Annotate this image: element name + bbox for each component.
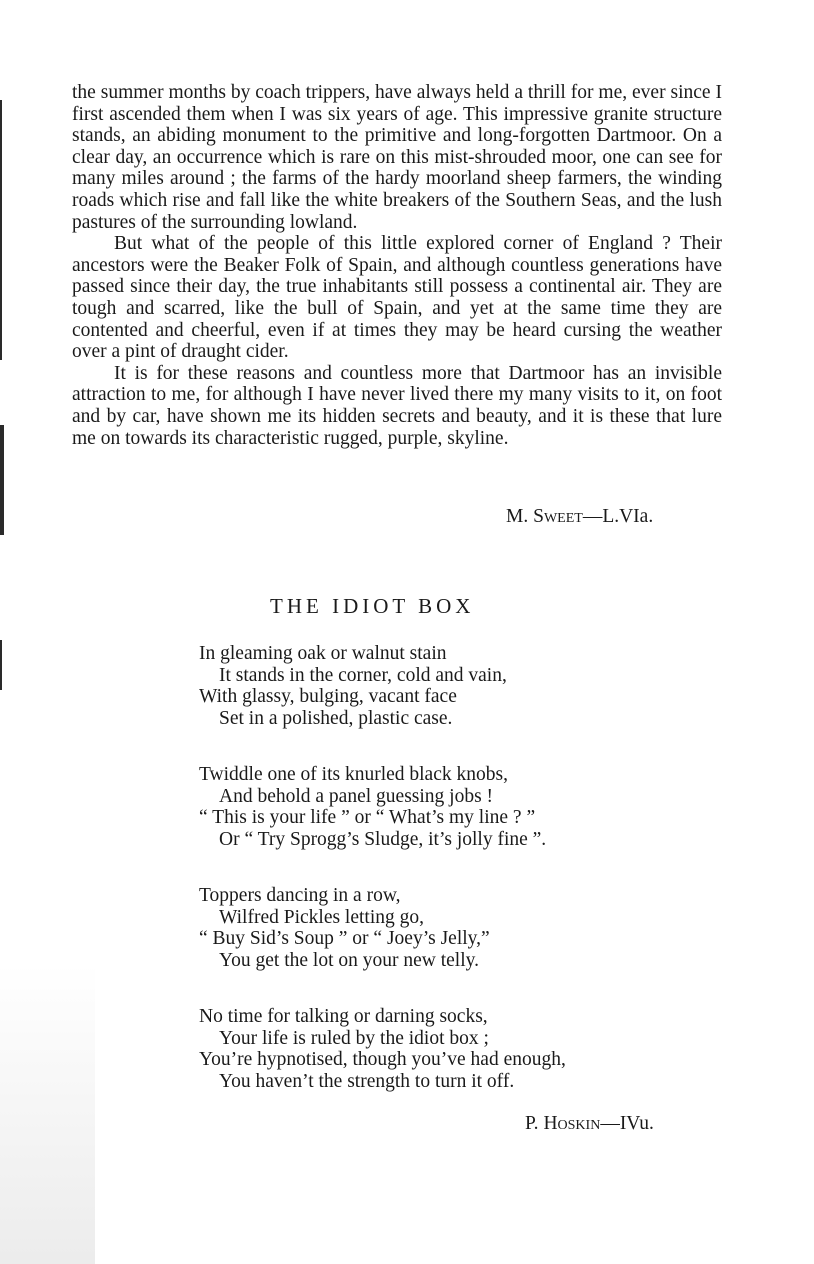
binding-shadow-line <box>0 425 4 535</box>
poem-title: THE IDIOT BOX <box>270 594 475 618</box>
poem-line: You haven’t the strength to turn it off. <box>219 1070 515 1092</box>
poem-stanza <box>199 643 507 729</box>
author-surname: Sweet <box>533 506 583 527</box>
poem-line: With glassy, bulging, vacant face <box>199 686 457 708</box>
essay-paragraph: It is for these reasons and countless more that Dartmoor has an invisible attraction to me, for although I have never lived there my many visits to it, on foot and by car, have shown me its hidden secrets and beauty, and it is these that lure me on towards its characteristic rugged, purple, skyline. <box>72 362 722 449</box>
poem-line: In gleaming oak or walnut stain <box>199 643 447 664</box>
scan-corner-shadow <box>0 964 95 1264</box>
poem-line: Set in a polished, plastic case. <box>219 707 453 729</box>
poem-author-signature <box>525 1113 654 1135</box>
poem-line: Wilfred Pickles letting go, <box>219 906 425 928</box>
poem-line: And behold a panel guessing jobs ! <box>219 785 494 807</box>
poem-line: Or “ Try Sprogg’s Sludge, it’s jolly fine ”. <box>219 828 547 850</box>
poem-line: You’re hypnotised, though you’ve had enough, <box>199 1049 566 1071</box>
author-surname: Hoskin <box>543 1113 601 1134</box>
poem-line: “ Buy Sid’s Soup ” or “ Joey’s Jelly,” <box>199 928 490 950</box>
poem-line: “ This is your life ” or “ What’s my line ? ” <box>199 807 536 829</box>
author-form: —IVu. <box>600 1113 654 1134</box>
poem-stanza <box>199 1006 566 1092</box>
essay-paragraph: But what of the people of this little explored corner of England ? Their ancestors were the Beaker Folk of Spain, and although countless generations have passed since their day, the true inhabitants still possess a continental air. They are tough and scarred, like the bull of Spain, and yet at the same time they are contented and cheerful, even if at times they may be heard cursing the weather over a pint of draught cider. <box>72 233 722 363</box>
author-initial: M. <box>506 506 529 527</box>
poem-line: Toppers dancing in a row, <box>199 885 401 906</box>
poem-stanza <box>199 764 546 850</box>
essay-author-signature <box>506 506 653 528</box>
essay-text <box>72 82 722 449</box>
binding-shadow-line <box>0 640 2 690</box>
poem-line: No time for talking or darning socks, <box>199 1006 488 1027</box>
essay-paragraph: the summer months by coach trippers, have always held a thrill for me, ever since I first ascended them when I was six years of age. This impressive granite structure stands, an abiding monument to the primitive and long-forgotten Dartmoor. On a clear day, an occurrence which is rare on this mist-shrouded moor, one can see for many miles around ; the farms of the hardy moorland sheep farmers, the winding roads which rise and fall like the white breakers of the Southern Seas, and the lush pastures of the surrounding lowland. <box>72 82 722 233</box>
poem-line: You get the lot on your new telly. <box>219 949 479 971</box>
binding-shadow-line <box>0 100 2 360</box>
author-form: —L.VIa. <box>582 506 654 527</box>
poem-stanza <box>199 885 490 971</box>
poem-line: It stands in the corner, cold and vain, <box>219 664 507 686</box>
poem-line: Your life is ruled by the idiot box ; <box>219 1027 489 1049</box>
poem-line: Twiddle one of its knurled black knobs, <box>199 764 508 785</box>
author-initial: P. <box>525 1113 539 1134</box>
